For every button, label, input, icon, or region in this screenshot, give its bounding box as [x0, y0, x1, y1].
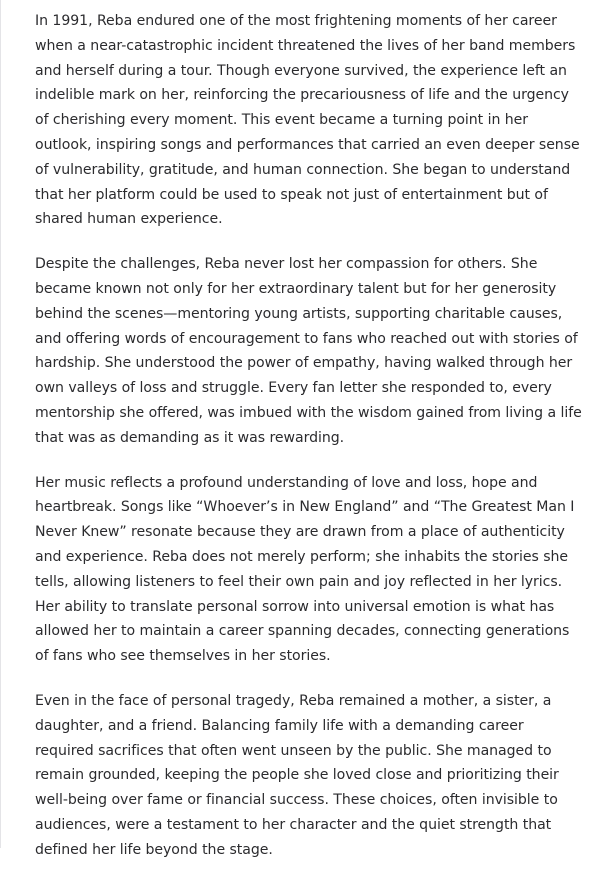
- paragraph-1991-incident: In 1991, Reba endured one of the most frightening moments of her career when a near-catastrophic incident threatened the lives of her band members and herself during a tour. Though everyone survived, the experience left an indelible mark on her, reinforcing the precariousness of life and the urgency of cherishing every moment. This event became a turning point in her outlook, inspiring songs and performances that carried an even deeper sense of vulnerability, gratitude, and human connection. She began to understand that her platform could be used to speak not just of entertainment but of shared human experience.: [35, 13, 580, 228]
- paragraph-family: Even in the face of personal tragedy, Reba remained a mother, a sister, a daughter, and a friend. Balancing family life with a demanding career required sacrifices that often went unseen by the public. She managed to remain grounded, keeping the people she loved close and prioritizing their well-being over fame or financial success. These choices, often invisible to audiences, were a testament to her character and the quiet strength that defined her life beyond the stage.: [35, 692, 559, 858]
- message-body: [35, 9, 583, 883]
- paragraph-music: Her music reflects a profound understanding of love and loss, hope and heartbreak. Songs like “Whoever’s in New England” and “The Greatest Man I Never Knew” resonate because they are drawn from a place of authenticity and experience. Reba does not merely perform; she inhabits the stories she tells, allowing listeners to feel their own pain and joy reflected in her lyrics. Her ability to translate personal sorrow into universal emotion is what has allowed her to maintain a career spanning decades, connecting generations of fans who see themselves in her stories.: [35, 474, 575, 665]
- paragraph-compassion: Despite the challenges, Reba never lost her compassion for others. She became known not only for her extraordinary talent but for her generosity behind the scenes—mentoring young artists, supporting charitable causes, and offering words of encouragement to fans who reached out with stories of hardship. She understood the power of empathy, having walked through her own valleys of loss and struggle. Every fan letter she responded to, every mentorship she offered, was imbued with the wisdom gained from living a life that was as demanding as it was rewarding.: [35, 256, 582, 446]
